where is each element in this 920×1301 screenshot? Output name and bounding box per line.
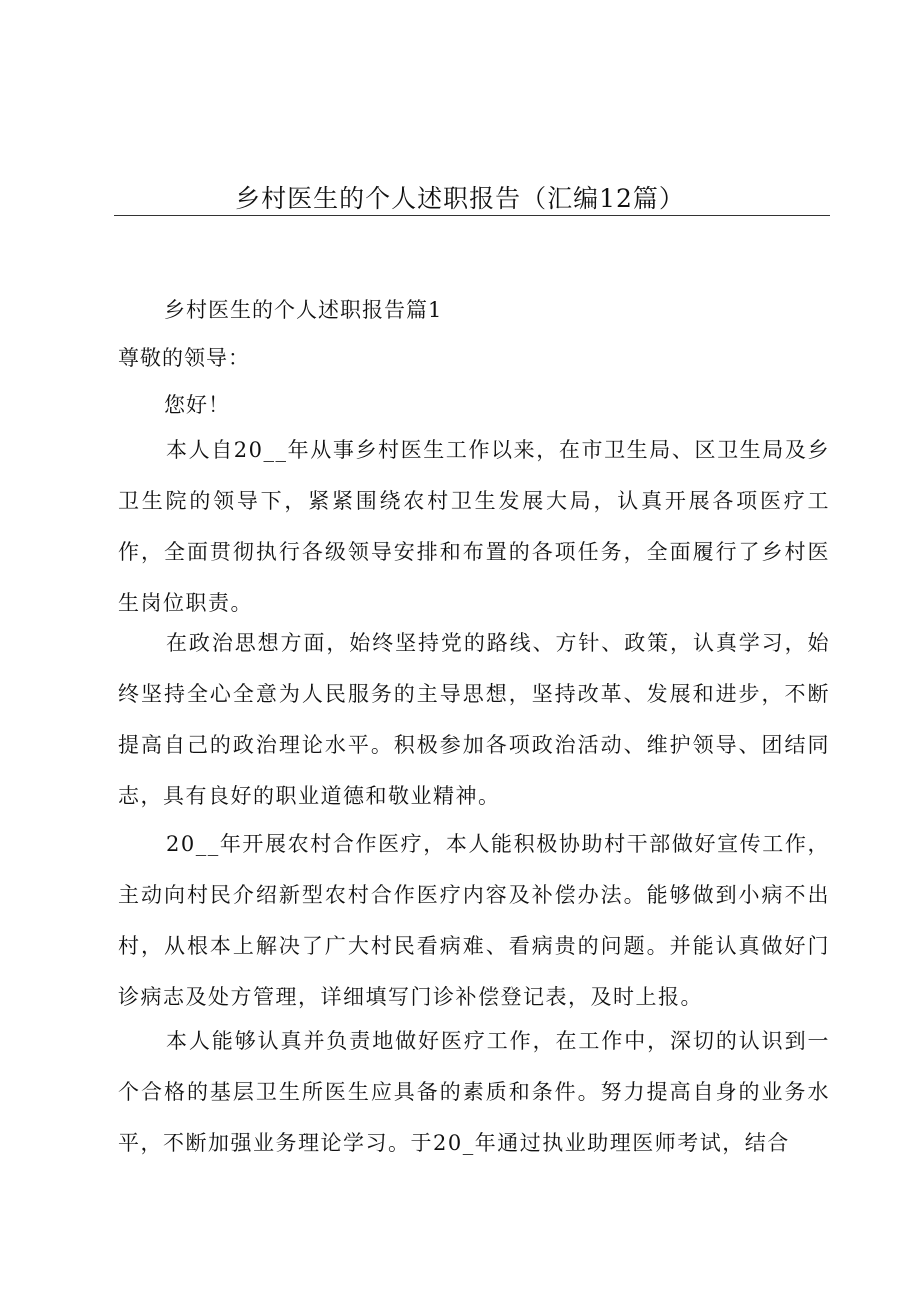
body-paragraph: 在政治思想方面，始终坚持党的路线、方针、政策，认真学习，始终坚持全心全意为人民服务的主导思想，坚持改革、发展和进步，不断提高自己的政治理论水平。积极参加各项政治活动、维护领导、团结同志，具有良好的职业道德和敬业精神。	[118, 631, 830, 808]
body-paragraph: 本人自20__年从事乡村医生工作以来，在市卫生局、区卫生局及乡卫生院的领导下，紧紧围绕农村卫生发展大局，认真开展各项医疗工作，全面贯彻执行各级领导安排和布置的各项任务，全面履行了乡村医生岗位职责。	[118, 438, 830, 615]
document-title: 乡村医生的个人述职报告（汇编12篇）	[235, 184, 685, 213]
body-paragraph: 本人能够认真并负责地做好医疗工作，在工作中，深切的认识到一个合格的基层卫生所医生应具备的素质和条件。努力提高自身的业务水平，不断加强业务理论学习。于20_年通过执业助理医师考试，结合	[118, 1029, 830, 1155]
title-underline	[114, 215, 830, 216]
body-paragraph: 20__年开展农村合作医疗，本人能积极协助村干部做好宣传工作，主动向村民介绍新型农村合作医疗内容及补偿办法。能够做到小病不出村，从根本上解决了广大村民看病难、看病贵的问题。并能认真做好门诊病志及处方管理，详细填写门诊补偿登记表，及时上报。	[118, 832, 830, 1009]
salutation: 尊敬的领导：	[118, 346, 250, 370]
greeting: 您好！	[164, 393, 230, 417]
section-heading: 乡村医生的个人述职报告篇1	[164, 298, 443, 322]
